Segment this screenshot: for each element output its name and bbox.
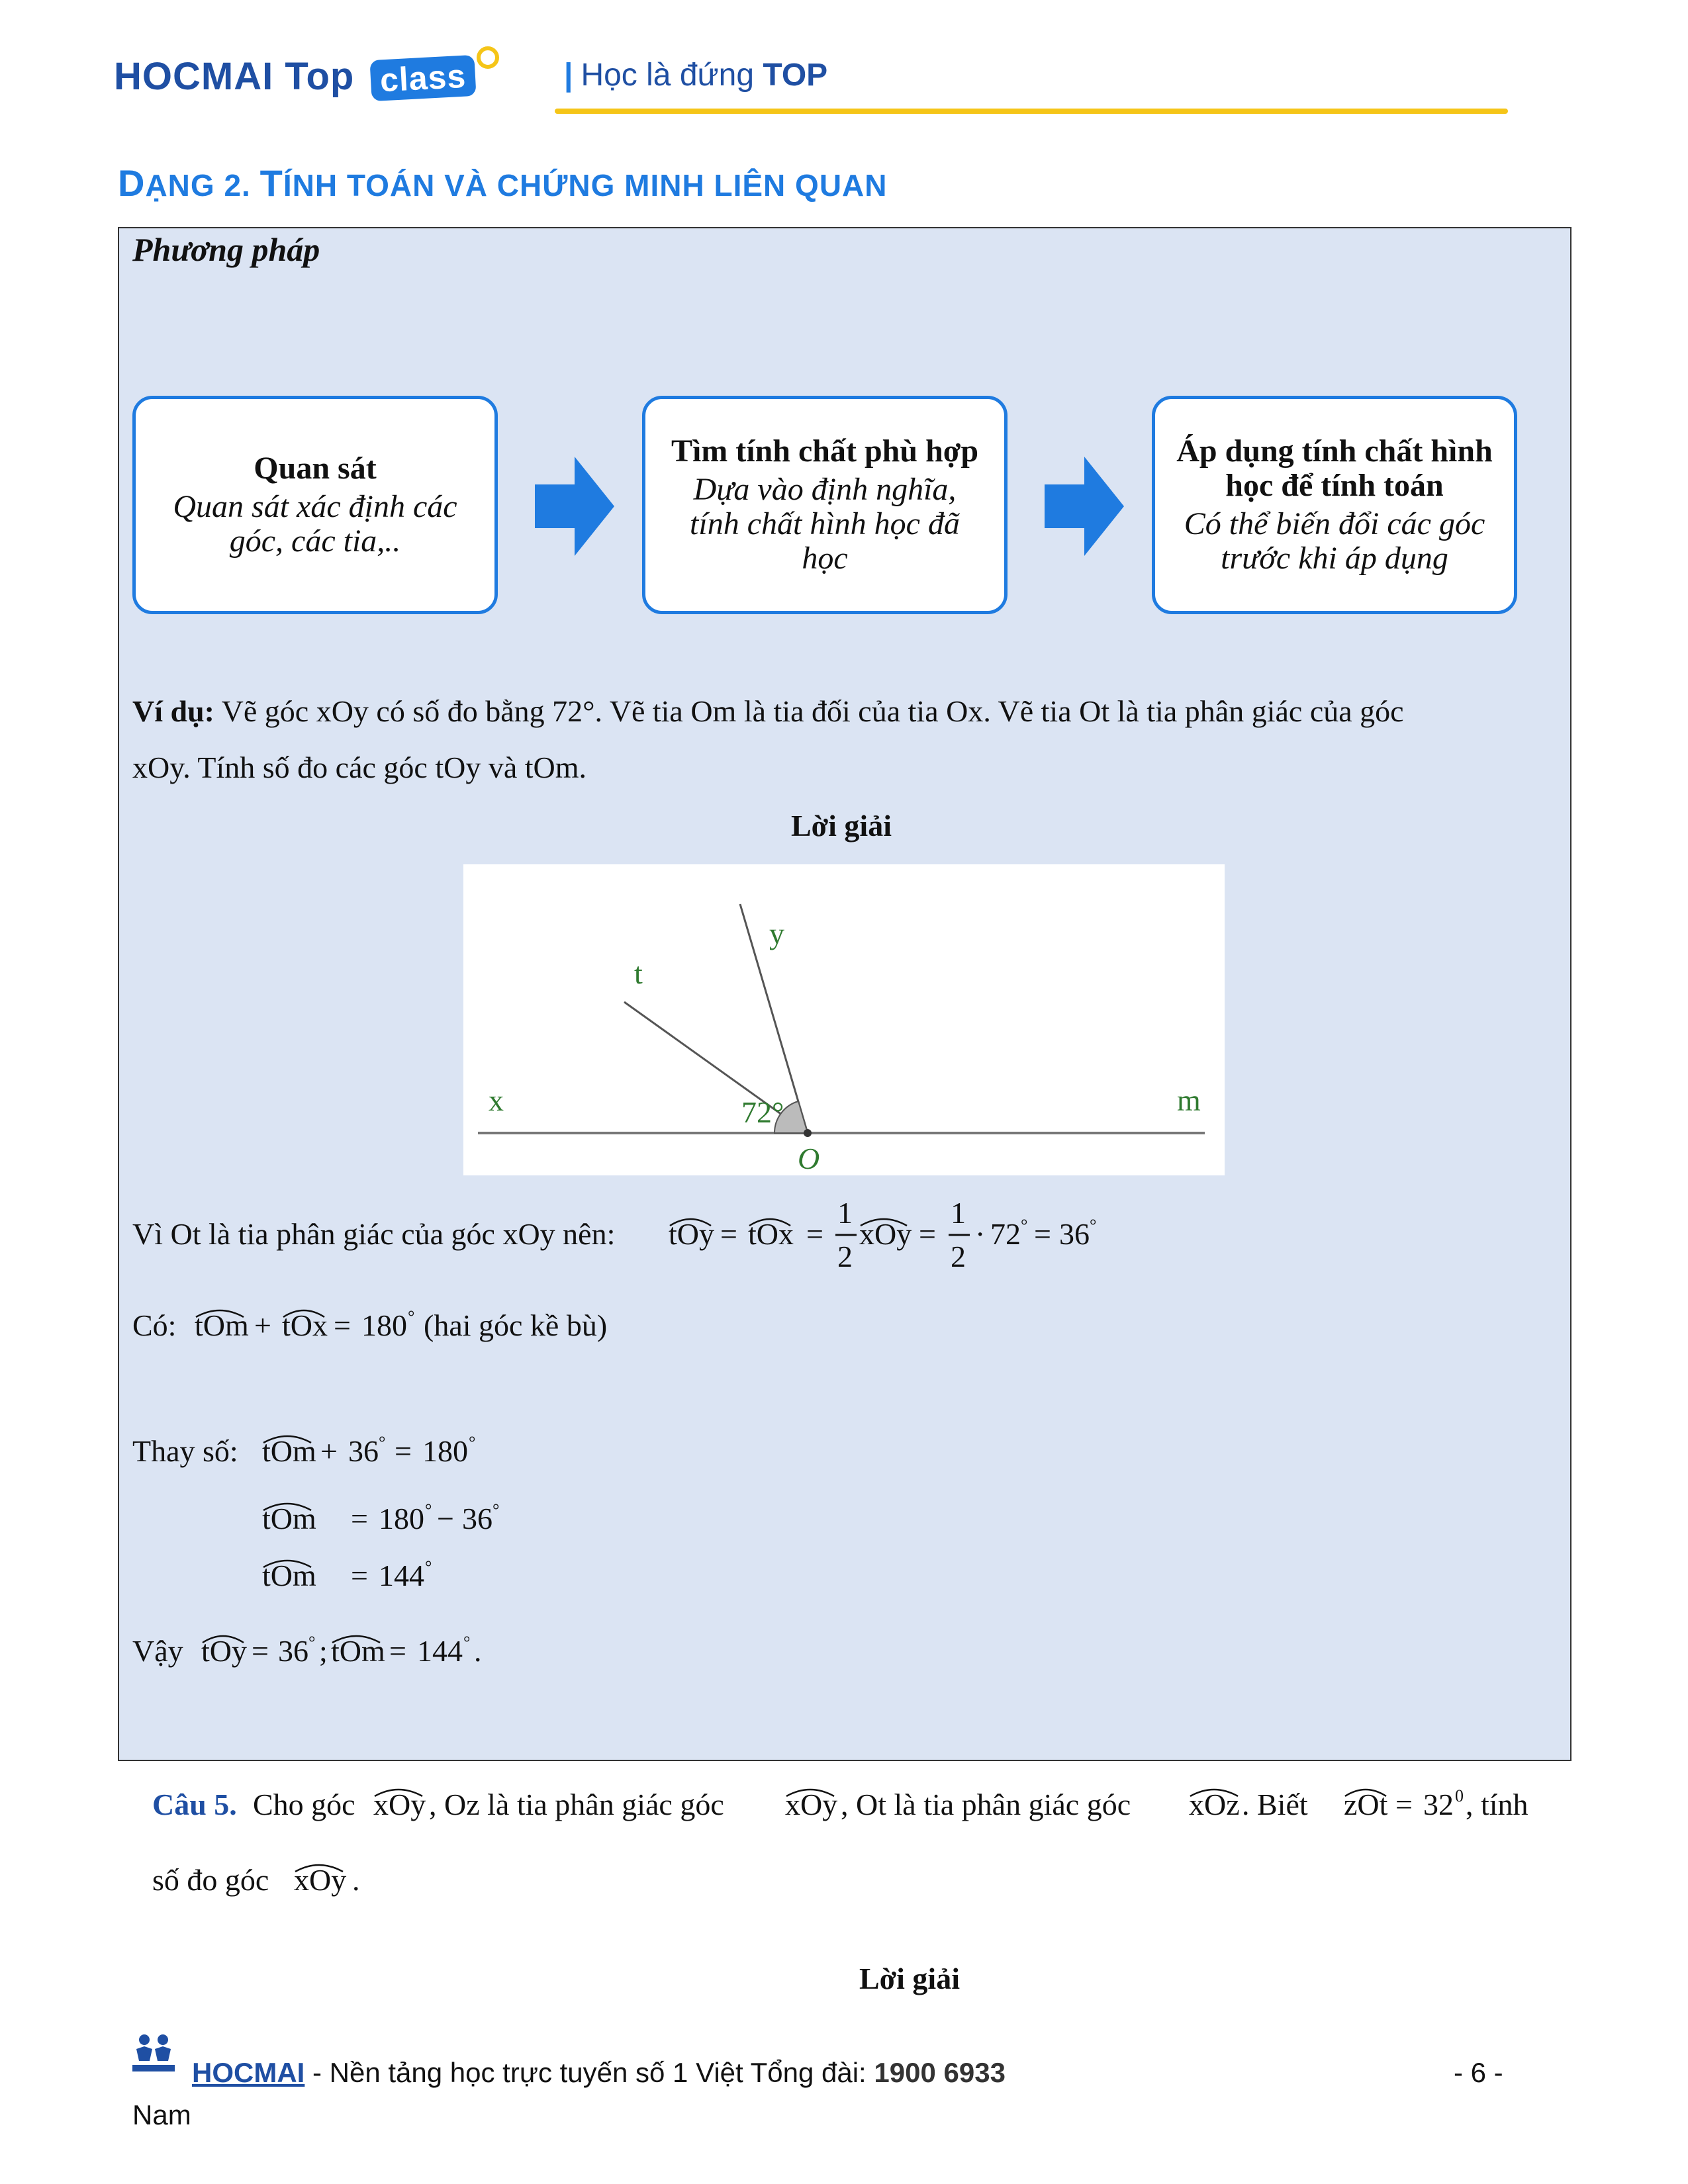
svg-text:=: =	[389, 1634, 406, 1668]
label-y: y	[769, 917, 784, 950]
svg-text:=: =	[1395, 1788, 1413, 1821]
footer-nam: Nam	[132, 2099, 191, 2130]
question-text-5: , tính	[1466, 1788, 1528, 1821]
solution-label: Lời giải	[791, 809, 892, 842]
svg-text:=: =	[334, 1308, 351, 1342]
line2-angle-a: tOm	[195, 1308, 249, 1342]
tagline-text: Học là đứng	[581, 58, 755, 93]
svg-text:°: °	[1021, 1216, 1028, 1235]
flow-card-apply	[1152, 396, 1517, 614]
line6-angle-c: tOm	[331, 1634, 385, 1668]
line4-value-b: 180	[379, 1502, 424, 1535]
example-label: Ví dụ:	[132, 694, 214, 728]
svg-text:°: °	[308, 1633, 316, 1652]
angle-xoy-1: xOy	[373, 1788, 426, 1821]
example-line-2: xOy. Tính số đo các góc tOy và tOm.	[132, 751, 587, 784]
frac-2-den: 2	[951, 1240, 966, 1273]
line5-angle: tOm	[262, 1559, 316, 1592]
line2-angle-b: tOx	[282, 1308, 328, 1342]
footer-text: - Nền tảng học trực tuyến số 1 Việt Tổng đài:	[305, 2057, 874, 2088]
tagline-bold: TOP	[763, 58, 828, 93]
svg-text:°: °	[379, 1433, 386, 1452]
svg-text:°: °	[425, 1500, 432, 1520]
line1-prefix: Vì Ot là tia phân giác của góc xOy nên:	[132, 1217, 616, 1251]
svg-text:+: +	[254, 1308, 271, 1342]
example-line-1	[132, 692, 1404, 731]
frac-2-num: 1	[951, 1196, 966, 1230]
flow-card-observe	[132, 396, 498, 614]
line3-value: 180	[422, 1434, 468, 1468]
line5-value: 144	[379, 1559, 424, 1592]
svg-text:=: =	[351, 1559, 368, 1592]
question-text-3: , Ot là tia phân giác góc	[841, 1788, 1131, 1821]
logo-main: HOCMAI	[114, 55, 274, 98]
tagline	[564, 57, 827, 93]
frac-1-num: 1	[837, 1196, 853, 1230]
line3-prefix: Thay số:	[132, 1434, 238, 1468]
svg-text:0: 0	[1455, 1786, 1464, 1805]
hocmai-footer-icon	[130, 2032, 177, 2075]
svg-text:−: −	[437, 1502, 454, 1535]
frac-1-den: 2	[837, 1240, 853, 1273]
header-divider	[555, 109, 1508, 114]
point-o	[804, 1129, 812, 1137]
angle-zot: zOt	[1344, 1788, 1388, 1821]
svg-text:=: =	[919, 1217, 936, 1251]
question-solution-label: Lời giải	[859, 1962, 960, 1995]
line3-angle: tOm	[262, 1434, 316, 1468]
line2-value: 180	[361, 1308, 407, 1342]
svg-text:°: °	[492, 1500, 500, 1520]
svg-text:=: =	[351, 1502, 368, 1535]
line1-value: 72	[990, 1217, 1021, 1251]
title-letter-1: D	[118, 162, 146, 204]
line4-angle: tOm	[262, 1502, 316, 1535]
solution-math	[126, 1185, 1185, 1688]
card-title: Áp dụng tính chất hình học để tính toán	[1176, 433, 1493, 503]
question-text-7: .	[352, 1863, 360, 1897]
question-text-6: số đo góc	[152, 1863, 269, 1897]
title-part-2: ÍNH TOÁN VÀ CHỨNG MINH LIÊN QUAN	[283, 168, 888, 203]
line2-note: (hai góc kề bù)	[424, 1308, 608, 1342]
label-t: t	[634, 956, 643, 990]
sun-icon	[477, 46, 499, 69]
example-text-1: Vẽ góc xOy có số đo bằng 72°. Vẽ tia Om là tia đối của tia Ox. Vẽ tia Ot là tia phân giác của góc	[214, 694, 1404, 728]
card-desc: Quan sát xác định các góc, các tia,..	[173, 489, 457, 559]
footer	[192, 2057, 1006, 2089]
svg-text:·: ·	[975, 1217, 986, 1251]
line1-result: 36	[1059, 1217, 1090, 1251]
svg-text:°: °	[425, 1557, 432, 1576]
question-text-2: , Oz là tia phân giác góc	[429, 1788, 724, 1821]
line1-angle-b: tOx	[748, 1217, 794, 1251]
line2-prefix: Có:	[132, 1308, 177, 1342]
logo-class: class	[370, 55, 477, 101]
logo-top: Top	[285, 55, 355, 98]
svg-text:=: =	[720, 1217, 737, 1251]
angle-xoy-3: xOy	[294, 1863, 347, 1897]
angle-xoz: xOz	[1189, 1788, 1240, 1821]
svg-text:=: =	[1034, 1217, 1051, 1251]
label-o: O	[798, 1142, 820, 1175]
arrow-right-icon	[535, 457, 614, 556]
svg-text:.: .	[474, 1634, 482, 1668]
line6-prefix: Vậy	[132, 1634, 183, 1668]
hocmai-logo	[114, 54, 476, 99]
question-5	[146, 1780, 1575, 1906]
question-text-4: . Biết	[1242, 1788, 1308, 1821]
title-letter-2: T	[259, 162, 283, 204]
line3-value-b: 36	[348, 1434, 379, 1468]
flow-card-find	[642, 396, 1008, 614]
line4-value-c: 36	[462, 1502, 492, 1535]
question-text-1: Cho góc	[253, 1788, 355, 1821]
svg-text:=: =	[252, 1634, 269, 1668]
zot-value: 32	[1423, 1788, 1454, 1821]
svg-text:;: ;	[319, 1634, 328, 1668]
svg-text:°: °	[1090, 1216, 1097, 1235]
footer-brand-link[interactable]: HOCMAI	[192, 2057, 305, 2088]
footer-phone: 1900 6933	[874, 2057, 1006, 2088]
label-m: m	[1177, 1083, 1201, 1117]
page-number: - 6 -	[1454, 2057, 1503, 2088]
angle-figure	[463, 864, 1225, 1175]
svg-text:=: =	[806, 1217, 823, 1251]
card-desc: Dựa vào định nghĩa, tính chất hình học đã học	[690, 472, 960, 576]
label-x: x	[489, 1083, 504, 1117]
line6-value-b: 36	[278, 1634, 308, 1668]
svg-text:+: +	[320, 1434, 338, 1468]
line6-value-d: 144	[417, 1634, 463, 1668]
line6-angle-a: tOy	[201, 1634, 247, 1668]
card-title: Quan sát	[254, 451, 377, 486]
line1-angle-c: xOy	[859, 1217, 912, 1251]
title-part-1: ẠNG 2.	[145, 168, 260, 203]
svg-text:°: °	[469, 1433, 476, 1452]
question-label: Câu 5.	[152, 1788, 237, 1821]
card-title: Tìm tính chất phù hợp	[671, 433, 979, 469]
tagline-bar: |	[564, 58, 573, 93]
label-angle: 72°	[741, 1095, 784, 1129]
svg-text:°: °	[463, 1633, 471, 1652]
section-title	[118, 161, 887, 205]
arrow-right-icon	[1045, 457, 1124, 556]
method-label: Phương pháp	[132, 231, 320, 268]
svg-text:°: °	[408, 1307, 415, 1326]
card-desc: Có thể biến đổi các góc trước khi áp dụng	[1184, 506, 1485, 576]
line1-angle-a: tOy	[669, 1217, 714, 1251]
svg-text:=: =	[395, 1434, 412, 1468]
angle-xoy-2: xOy	[785, 1788, 838, 1821]
